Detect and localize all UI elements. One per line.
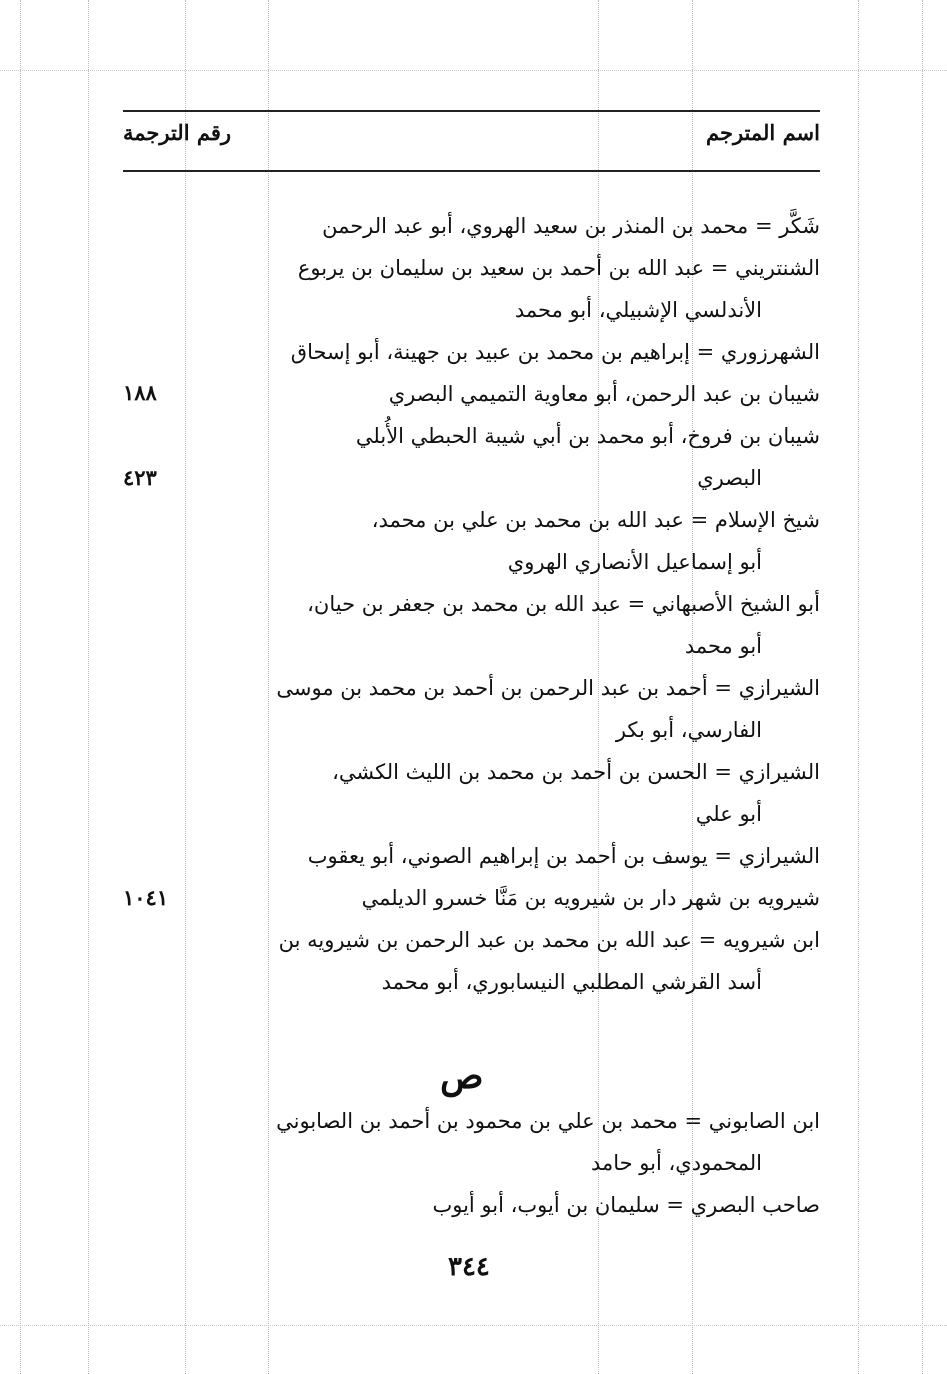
scan-guide-line bbox=[88, 0, 89, 1374]
list-item bbox=[270, 373, 820, 415]
translation-number: ١٨٨ bbox=[123, 380, 157, 405]
entry-text: الشيرازي = أحمد بن عبد الرحمن بن أحمد بن محمد بن موسى bbox=[276, 676, 820, 700]
entry-continuation: البصري bbox=[697, 466, 762, 490]
number-column-header: رقم الترجمة bbox=[123, 120, 232, 145]
list-item bbox=[270, 415, 820, 499]
entry-text: ابن الصابوني = محمد بن علي بن محمود بن أحمد بن الصابوني bbox=[276, 1109, 820, 1133]
entry-continuation: الأندلسي الإشبيلي، أبو محمد bbox=[514, 298, 762, 322]
entry-text: ابن شيرويه = عبد الله بن محمد بن عبد الرحمن بن شيرويه بن bbox=[278, 928, 820, 952]
list-item bbox=[270, 331, 820, 373]
entry-text: شيخ الإسلام = عبد الله بن محمد بن علي بن محمد، bbox=[371, 508, 820, 532]
entry-text: الشنتريني = عبد الله بن أحمد بن سعيد بن سليمان بن يربوع bbox=[297, 256, 820, 280]
list-item bbox=[270, 205, 820, 247]
list-item bbox=[270, 583, 820, 667]
entry-continuation: أبو إسماعيل الأنصاري الهروي bbox=[507, 550, 762, 574]
list-item bbox=[240, 1184, 820, 1226]
page-number: ٣٤٤ bbox=[448, 1252, 490, 1282]
entry-continuation: أسد القرشي المطلبي النيسابوري، أبو محمد bbox=[381, 970, 762, 994]
list-item bbox=[270, 247, 820, 331]
entry-continuation: الفارسي، أبو بكر bbox=[615, 718, 762, 742]
list-item bbox=[270, 919, 820, 1003]
header-top-rule bbox=[123, 110, 820, 112]
entry-list bbox=[270, 205, 820, 1003]
scan-guide-line bbox=[858, 0, 859, 1374]
entry-text: الشيرازي = الحسن بن أحمد بن محمد بن الليث الكشي، bbox=[332, 760, 820, 784]
name-column-header: اسم المترجم bbox=[706, 120, 820, 145]
entry-text: شيبان بن فروخ، أبو محمد بن أبي شيبة الحبطي الأُبلي bbox=[355, 424, 820, 448]
list-item bbox=[270, 499, 820, 583]
list-item bbox=[240, 1100, 820, 1184]
entry-continuation: المحمودي، أبو حامد bbox=[590, 1151, 762, 1175]
entry-continuation: أبو محمد bbox=[684, 634, 762, 658]
scan-guide-line bbox=[922, 0, 923, 1374]
entry-text: الشهرزوري = إبراهيم بن محمد بن عبيد بن جهينة، أبو إسحاق bbox=[290, 340, 820, 364]
entry-text: صاحب البصري = سليمان بن أيوب، أبو أيوب bbox=[432, 1193, 820, 1217]
entry-text: الشيرازي = يوسف بن أحمد بن إبراهيم الصوني، أبو يعقوب bbox=[307, 844, 820, 868]
scan-guide-line bbox=[20, 0, 21, 1374]
section-letter-heading: ص bbox=[440, 1055, 484, 1097]
entry-text: شَكَّر = محمد بن المنذر بن سعيد الهروي، أبو عبد الرحمن bbox=[322, 214, 820, 238]
header-bottom-rule bbox=[123, 170, 820, 172]
entry-text: أبو الشيخ الأصبهاني = عبد الله بن محمد بن جعفر بن حيان، bbox=[307, 592, 820, 616]
entry-text: شيبان بن عبد الرحمن، أبو معاوية التميمي البصري bbox=[388, 382, 820, 406]
number-column bbox=[123, 0, 203, 1374]
entry-continuation: أبو علي bbox=[695, 802, 762, 826]
translation-number: ١٠٤١ bbox=[123, 885, 169, 910]
entry-text: شيرويه بن شهر دار بن شيرويه بن مَنَّا خسرو الديلمي bbox=[361, 886, 820, 910]
list-item bbox=[270, 835, 820, 877]
list-item bbox=[270, 751, 820, 835]
translation-number: ٤٢٣ bbox=[123, 465, 157, 490]
list-item bbox=[270, 877, 820, 919]
entry-list-section-2 bbox=[240, 1100, 820, 1226]
list-item bbox=[270, 667, 820, 751]
